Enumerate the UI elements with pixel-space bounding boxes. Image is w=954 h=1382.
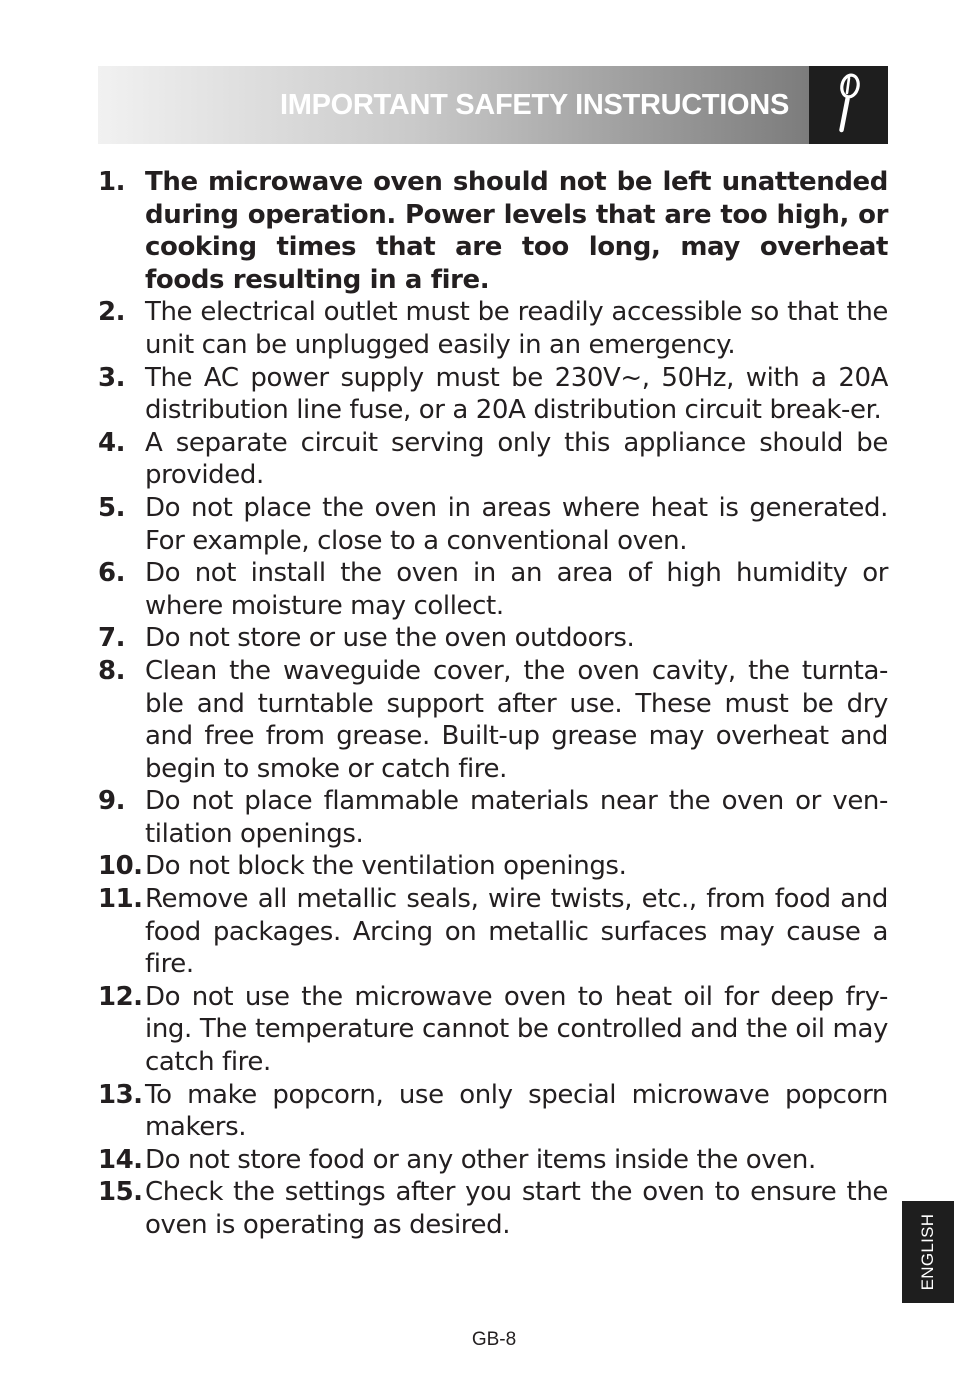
- instruction-item: [98, 655, 888, 785]
- instruction-item: [98, 622, 888, 655]
- instruction-item: [98, 166, 888, 296]
- instruction-text: A separate circuit serving only this appliance should be provided.: [145, 427, 888, 491]
- instruction-item: [98, 1079, 888, 1144]
- instruction-item: [98, 362, 888, 427]
- instruction-text: Check the settings after you start the oven to ensure the oven is operating as desired.: [145, 1177, 888, 1240]
- instruction-item: [98, 427, 888, 492]
- instruction-number: 6.: [98, 558, 125, 589]
- instruction-text: Do not place the oven in areas where heat is generated. For example, close to a conventional oven.: [145, 492, 888, 556]
- instruction-item: [98, 1144, 888, 1177]
- instruction-number: 12.: [98, 981, 143, 1012]
- instruction-number: 8.: [98, 655, 125, 686]
- instruction-text: Do not use the microwave oven to heat oil for deep fry-ing. The temperature cannot be controlled and the oil may catch fire.: [145, 981, 888, 1078]
- instruction-number: 13.: [98, 1079, 143, 1110]
- instruction-number: 5.: [98, 492, 125, 523]
- instruction-item: [98, 1176, 888, 1241]
- section-title: IMPORTANT SAFETY INSTRUCTIONS: [279, 89, 789, 121]
- instruction-number: 15.: [98, 1177, 143, 1208]
- instruction-item: [98, 492, 888, 557]
- instruction-item: [98, 981, 888, 1079]
- instruction-text: Do not store or use the oven outdoors.: [145, 623, 635, 654]
- instruction-item: [98, 883, 888, 981]
- info-icon-box: [809, 66, 888, 144]
- instruction-text: Do not install the oven in an area of high humidity or where moisture may collect.: [145, 558, 888, 621]
- safety-instructions-list: [98, 166, 888, 1242]
- language-tab-label: ENGLISH: [918, 1213, 937, 1291]
- instruction-text: Do not block the ventilation openings.: [145, 851, 627, 882]
- instruction-text: Clean the waveguide cover, the oven cavity, the turnta-ble and turntable support after use. These must be dry and free from grease. Built-up grease may overheat and begin to smoke or catch fire.: [145, 655, 888, 784]
- page-number: GB-8: [471, 1329, 517, 1350]
- instruction-number: 14.: [98, 1144, 143, 1175]
- instruction-item: [98, 785, 888, 850]
- instruction-item: [98, 296, 888, 361]
- instruction-text: Do not place flammable materials near the oven or ven-tilation openings.: [145, 786, 888, 849]
- instruction-number: 9.: [98, 786, 125, 817]
- instruction-text: The AC power supply must be 230V~, 50Hz, with a 20A distribution line fuse, or a 20A distribution circuit break-er.: [145, 362, 888, 426]
- instruction-number: 3.: [98, 362, 125, 393]
- instruction-number: 1.: [98, 167, 125, 197]
- instruction-number: 4.: [98, 427, 125, 458]
- info-i-icon: [809, 66, 888, 144]
- instruction-number: 11.: [98, 884, 143, 915]
- instruction-number: 10.: [98, 851, 143, 882]
- instruction-text: The microwave oven should not be left unattended during operation. Power levels that are too high, or cooking times that are too long, may overheat foods resulting in a fire.: [145, 167, 888, 295]
- instruction-number: 7.: [98, 623, 125, 654]
- instruction-item: [98, 850, 888, 883]
- section-header: [98, 66, 809, 144]
- instruction-number: 2.: [98, 297, 125, 328]
- language-tab: [902, 1201, 954, 1303]
- instruction-item: [98, 557, 888, 622]
- instruction-text: Remove all metallic seals, wire twists, etc., from food and food packages. Arcing on metallic surfaces may cause a fire.: [145, 884, 888, 980]
- instruction-text: Do not store food or any other items inside the oven.: [145, 1144, 816, 1175]
- instruction-text: The electrical outlet must be readily accessible so that the unit can be unplugged easily in an emergency.: [145, 297, 888, 360]
- instruction-text: To make popcorn, use only special microwave popcorn makers.: [145, 1079, 888, 1143]
